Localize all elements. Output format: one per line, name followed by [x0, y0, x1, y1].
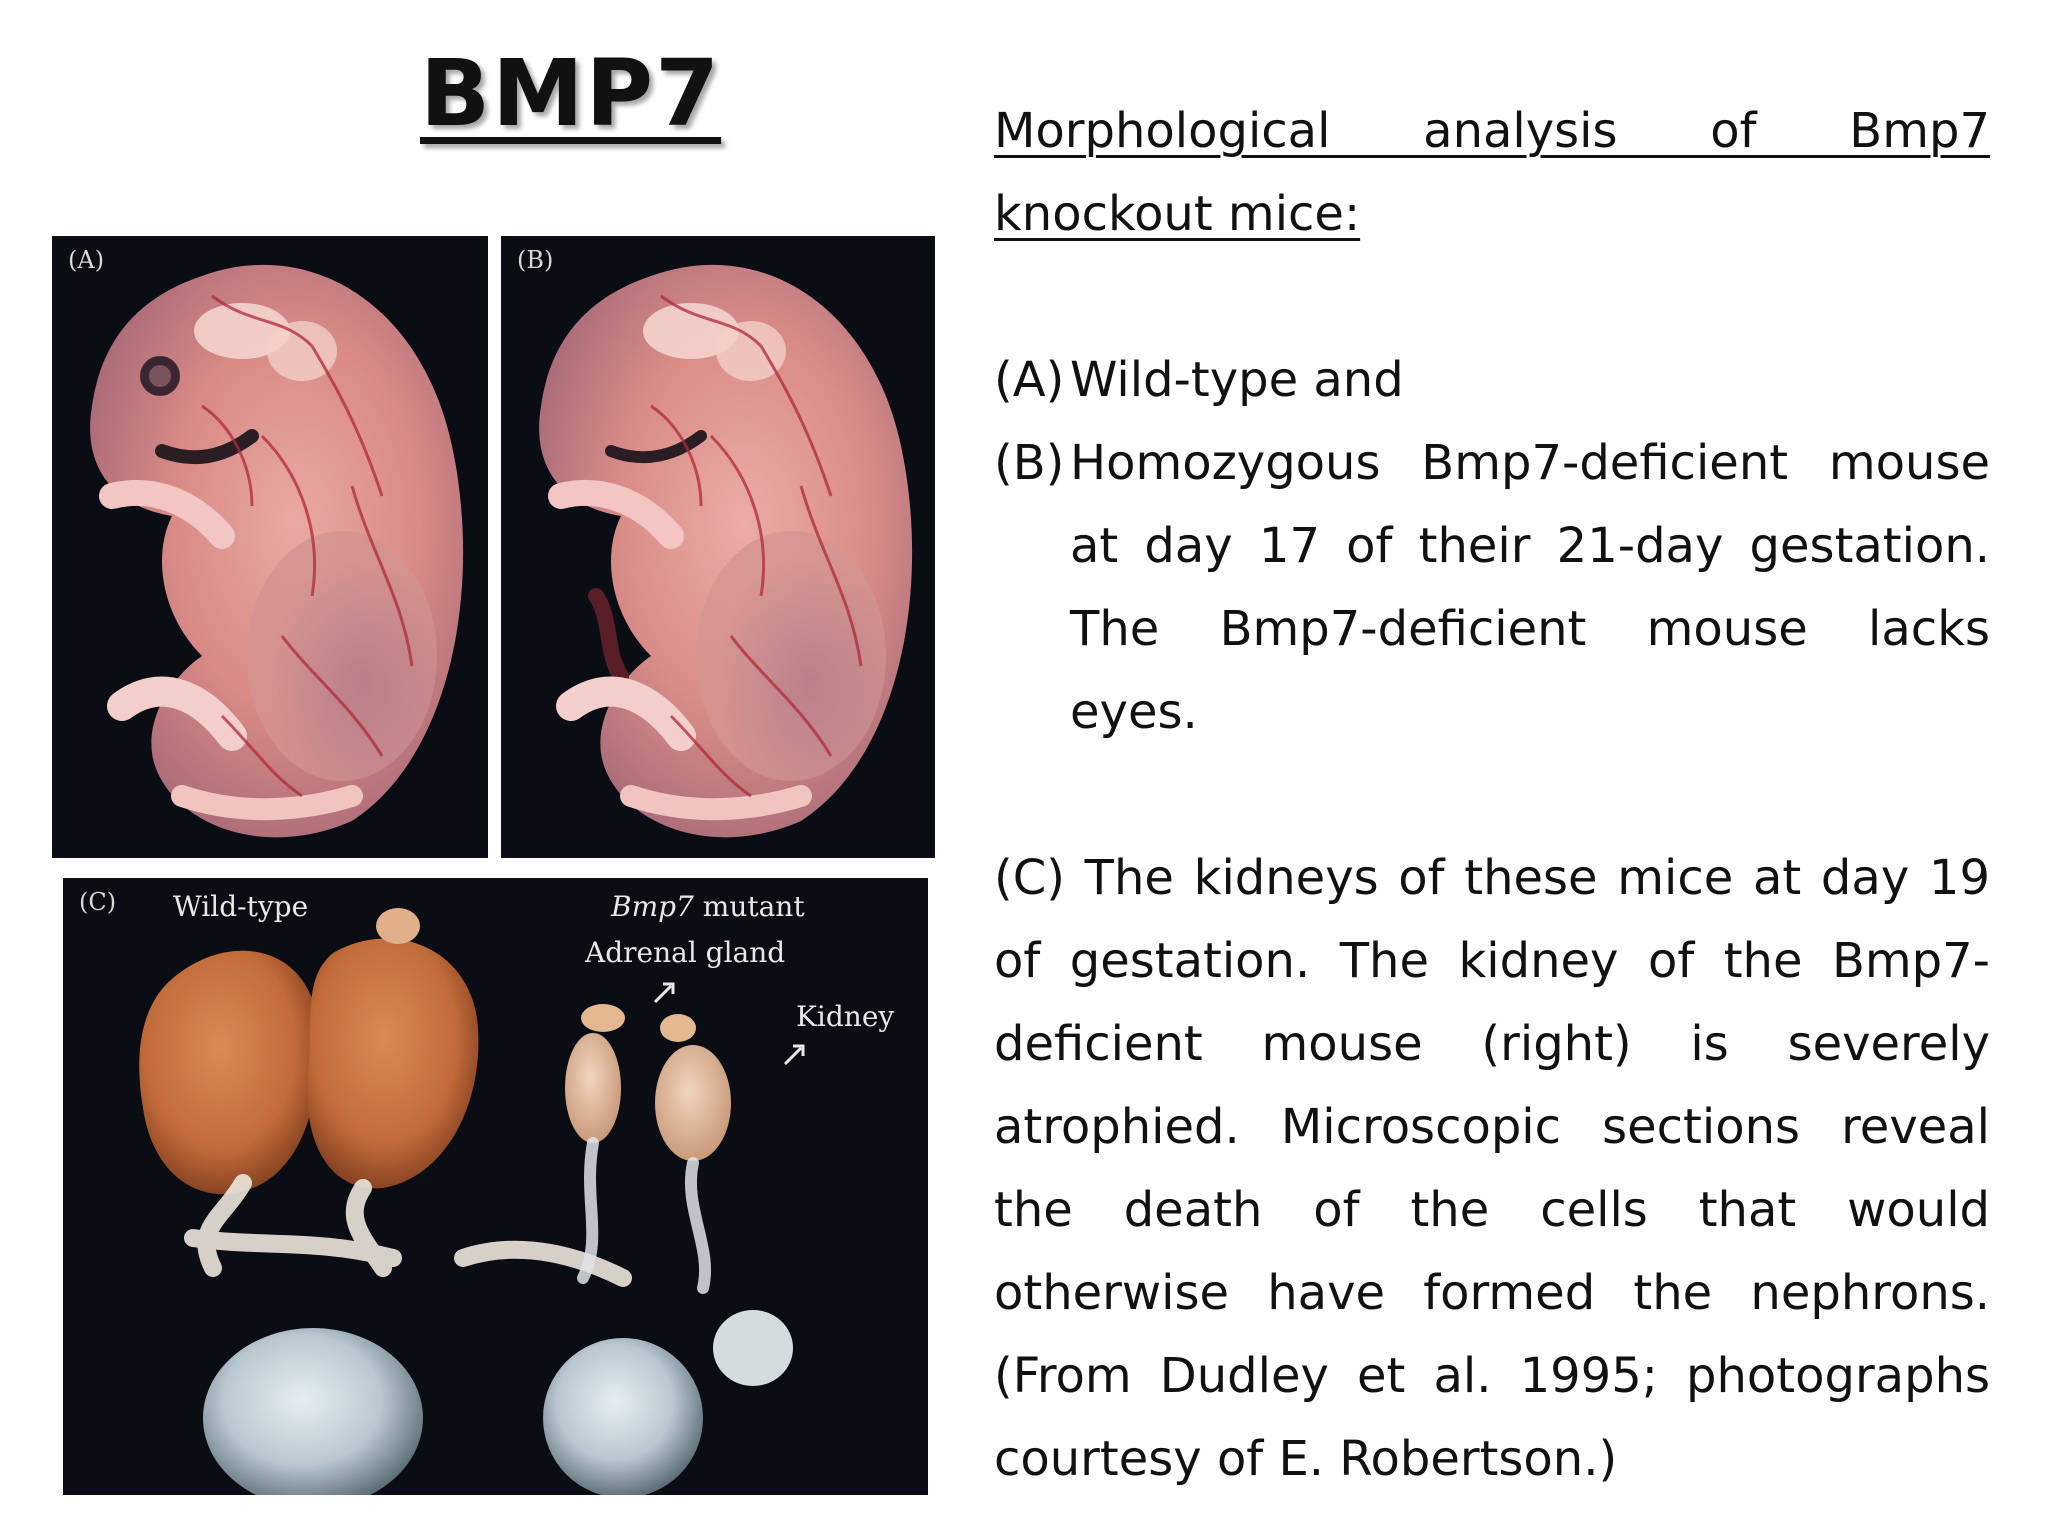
bmp7-mutant-label-rest: mutant	[693, 890, 805, 923]
description-heading: Morphological analysis of Bmp7 knockout mice:	[994, 103, 1990, 242]
item-b-first-line: Homozygous Bmp7-deficient mouse	[1070, 435, 1990, 491]
paragraph-c: (C) The kidneys of these mice at day 19 of gestation. The kidney of the Bmp7-deficient mouse (right) is severely atrophied. Microscopic sections reveal the death of the cells that would otherwise have formed the nephrons. (From Dudley et al. 1995; photographs courtesy of E. Robertson.)	[994, 850, 1990, 1487]
item-b-label: (B)	[994, 435, 1065, 491]
item-b-rest: at day 17 of their 21-day gestation. The Bmp7-deficient mouse lacks eyes.	[1070, 518, 1990, 740]
panel-c-label: (C)	[79, 888, 117, 916]
adrenal-gland-arrow-icon	[651, 976, 681, 1006]
wild-type-embryo-illustration	[52, 236, 488, 858]
item-b	[994, 422, 1990, 505]
wild-type-label: Wild-type	[173, 890, 309, 923]
panel-a-label: (A)	[68, 246, 105, 274]
panel-b-label: (B)	[517, 246, 554, 274]
item-a-label: (A)	[994, 352, 1065, 408]
bmp7-deficient-embryo-illustration	[501, 236, 935, 858]
adrenal-gland-label: Adrenal gland	[585, 936, 786, 969]
spacer	[994, 754, 1990, 837]
description-text	[994, 90, 1990, 1501]
embryo-photo-wild-type	[52, 236, 488, 858]
bmp7-mutant-label	[611, 890, 805, 923]
kidney-comparison-illustration	[63, 878, 928, 1495]
kidney-label: Kidney	[796, 1000, 895, 1033]
kidney-photo	[63, 878, 928, 1495]
item-a	[994, 339, 1990, 422]
bmp7-mutant-label-gene: Bmp7	[611, 890, 694, 923]
item-a-text: Wild-type and	[1070, 352, 1404, 408]
spacer	[994, 256, 1990, 339]
slide-title: BMP7	[420, 40, 722, 147]
kidney-arrow-icon	[781, 1038, 811, 1068]
embryo-photo-bmp7-deficient	[501, 236, 935, 858]
